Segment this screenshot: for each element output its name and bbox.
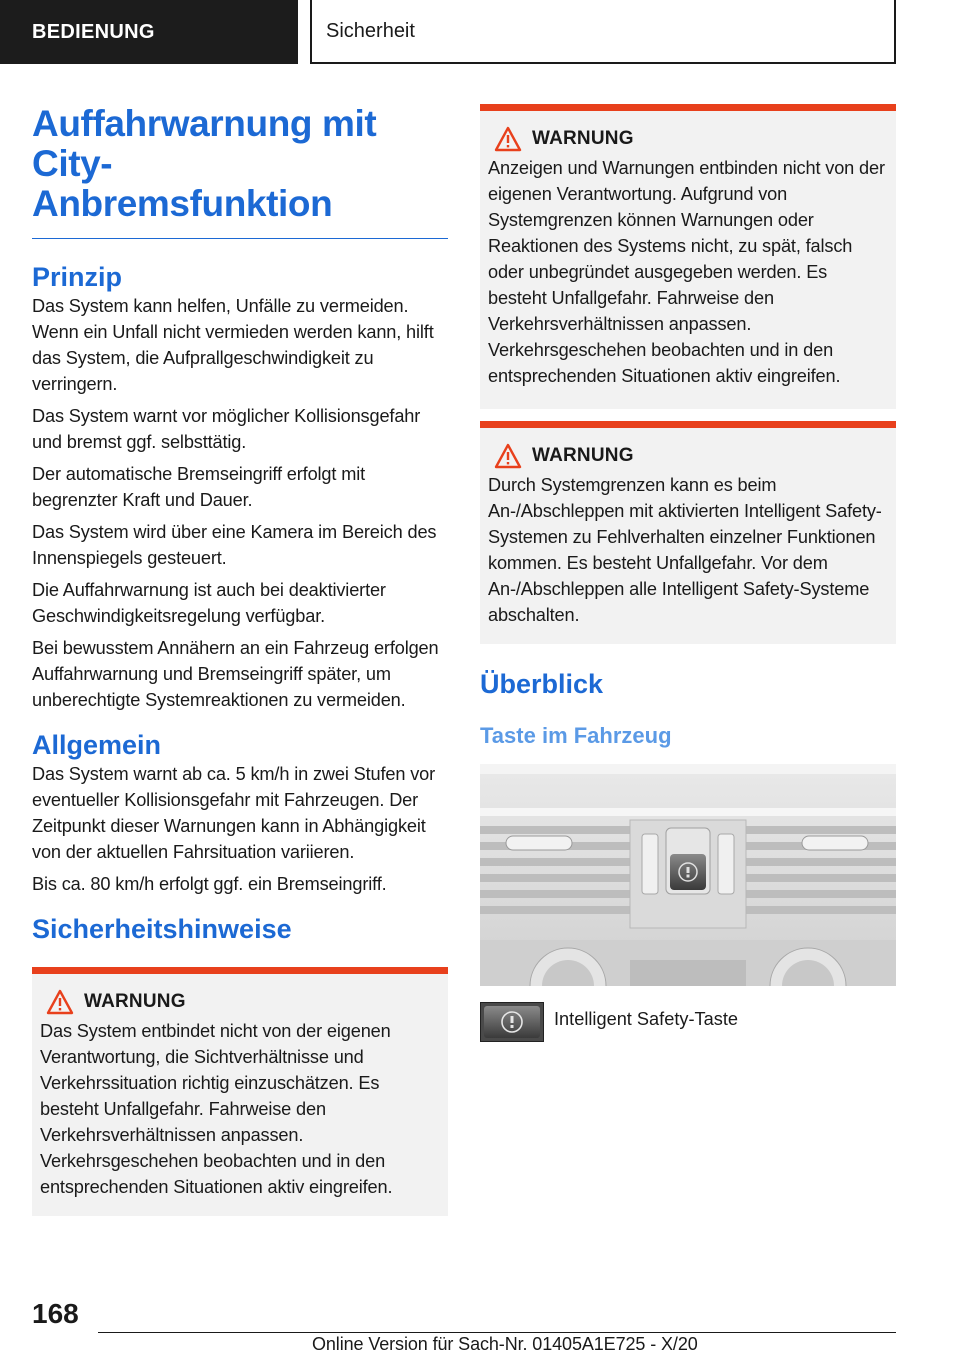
warning-text: Anzeigen und Warnungen entbinden nicht von der eigenen Verantwortung. Aufgrund von Systemgrenzen können Warnungen oder Reaktionen des Systems nicht, zu spät, falsch oder unbegründet ausgegeben werden. Es besteht Unfallgefahr. Fahrweise den Verkehrsverhältnissen anpassen. Verkehrsgeschehen beobachten und in den entsprechenden Situationen aktiv eingreifen.: [488, 158, 885, 386]
warning-box: [480, 104, 896, 409]
warning-title: WARNUNG: [532, 128, 634, 149]
header-section-label: BEDIENUNG: [32, 20, 155, 43]
warning-triangle-icon: [494, 126, 522, 152]
heading-ueberblick: Überblick: [480, 669, 604, 699]
allgemein-body: [32, 761, 448, 897]
warning-title: WARNUNG: [84, 991, 186, 1012]
prinzip-body: [32, 293, 448, 713]
page-number: 168: [32, 1298, 79, 1329]
header-chapter-label: Sicherheit: [326, 19, 415, 42]
heading-allgemein: Allgemein: [32, 730, 162, 760]
heading-prinzip: Prinzip: [32, 262, 123, 292]
intelligent-safety-button-icon: [480, 1002, 544, 1042]
paragraph: Der automatische Bremseingriff erfolgt mit begrenzter Kraft und Dauer.: [32, 464, 365, 510]
warning-header: [40, 988, 440, 1016]
warning-header: [488, 125, 888, 153]
page-title: [32, 104, 448, 239]
header-chapter-tab: [310, 0, 896, 64]
warning-text: Das System entbindet nicht von der eigenen Verantwortung, die Sichtverhältnisse und Verkehrssituation richtig einzuschätzen. Es besteht Unfallgefahr. Fahrweise den Verkehrsverhältnissen anpassen. Verkehrsgeschehen beobachten und in den entsprechenden Situationen aktiv eingreifen.: [40, 1021, 393, 1197]
right-column: [480, 104, 896, 1042]
warning-box: [32, 967, 448, 1216]
paragraph: Das System kann helfen, Unfälle zu vermeiden. Wenn ein Unfall nicht vermieden werden kann, hilft das System, die Aufprallgeschwindigkeit zu verringern.: [32, 296, 434, 394]
page-title-line-1: Auffahrwarnung mit City-: [32, 103, 377, 184]
warning-text: Durch Systemgrenzen kann es beim An-/Abschleppen mit aktivierten Intelligent Safety-Systemen zu Fehlverhalten einzelner Funktionen kommen. Es besteht Unfallgefahr. Vor dem An-/Abschleppen alle Intelligent Safety-Systeme abschalten.: [488, 475, 882, 625]
paragraph: Die Auffahrwarnung ist auch bei deaktivierter Geschwindigkeitsregelung verfügbar.: [32, 580, 386, 626]
legend-label: Intelligent Safety-Taste: [554, 1009, 738, 1029]
legend-row: [480, 1002, 896, 1042]
center-console-illustration: [480, 764, 896, 986]
left-column: [32, 104, 448, 1216]
header-section-tab: [0, 0, 298, 64]
warning-triangle-icon: [494, 443, 522, 469]
warning-triangle-icon: [46, 989, 74, 1015]
paragraph: Das System warnt vor möglicher Kollisionsgefahr und bremst ggf. selbsttätig.: [32, 406, 421, 452]
paragraph: Bis ca. 80 km/h erfolgt ggf. ein Bremseingriff.: [32, 874, 387, 894]
heading-sicherheitshinweise: Sicherheitshinweise: [32, 914, 292, 944]
heading-taste-im-fahrzeug: Taste im Fahrzeug: [480, 723, 672, 748]
warning-box: [480, 421, 896, 644]
page-title-line-2: Anbremsfunktion: [32, 183, 333, 224]
warning-header: [488, 442, 888, 470]
footer-divider: [98, 1332, 896, 1333]
paragraph: Das System wird über eine Kamera im Bereich des Innenspiegels gesteuert.: [32, 522, 437, 568]
footer-online-version: Online Version für Sach-Nr. 01405A1E725 - X/20: [312, 1334, 698, 1354]
warning-title: WARNUNG: [532, 445, 634, 466]
paragraph: Das System warnt ab ca. 5 km/h in zwei Stufen vor eventueller Kollisionsgefahr mit Fahrzeugen. Der Zeitpunkt dieser Warnungen kann in Abhängigkeit von der aktuellen Fahrsituation variieren.: [32, 764, 436, 862]
paragraph: Bei bewusstem Annähern an ein Fahrzeug erfolgen Auffahrwarnung und Bremseingriff später, um unberechtigte Systemreaktionen zu vermeiden.: [32, 638, 439, 710]
